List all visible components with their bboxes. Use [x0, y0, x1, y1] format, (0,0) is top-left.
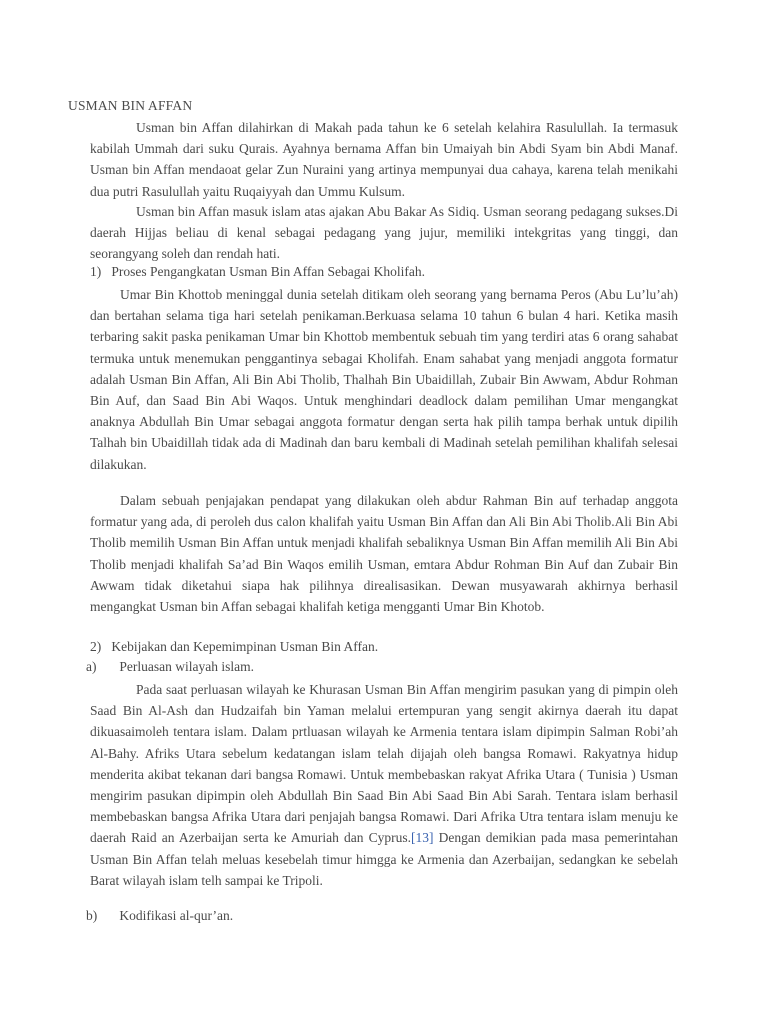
subsection-a-text-part-2: Dengan demikian pada masa pemerintahan Usman Bin Affan telah meluas kesebelah timur himgga ke Armenia dan Azerbaijan, sedangkan ke sebelah Barat wilayah islam telh sampai ke Tripoli. — [90, 830, 678, 888]
section-2-heading — [90, 637, 378, 657]
intro-paragraph-1: Usman bin Affan dilahirkan di Makah pada tahun ke 6 setelah kelahira Rasulullah. Ia termasuk kabilah Ummah dari suku Qurais. Ayahnya bernama Affan bin Umaiyah bin Abdi Syam bin Abdi Manaf. Usman bin Affan mendaoat gelar Zun Nuraini yang artinya mempunyai dua cahaya, karena telah menikahi dua putri Rasulullah yaitu Ruqaiyyah dan Ummu Kulsum. — [90, 120, 678, 199]
subsection-b-title: Kodifikasi al-qur’an. — [119, 908, 234, 923]
section-1-number: 1) — [90, 264, 102, 279]
subsection-b-letter: b) — [86, 908, 98, 923]
subsection-a-heading — [86, 657, 254, 677]
subsection-a-text-part-1: Pada saat perluasan wilayah ke Khurasan Usman Bin Affan mengirim pasukan yang di pimpin oleh Saad Bin Al-Ash dan Hudzaifah bin Yaman melalui ertempuran yang sengit akirnya daerah itu dapat dikuasaimoleh tentara islam. Dalam prtluasan wilayah ke Armenia tentara islam dipimpin Salman Robi’ah Al-Bahy. Afriks Utara sebelum kedatangan islam telah dijajah oleh bangsa Romawi. Rakyatnya hidup menderita akibat tekanan dari bangsa Romawi. Untuk membebaskan rakyat Afrika Utara ( Tunisia ) Usman mengirim pasukan dipimpin oleh Abdullah Bin Saad Bin Abi Saad Bin Abi Sarah. Tentara islam berhasil membebaskan bangsa Afrika Utara dari penjajah bangsa Romawi. Dari Afrika Utra tentara islam menuju ke daerah Raid an Azerbaijan serta ke Amuriah dan Cyprus. — [90, 682, 678, 846]
citation-link[interactable]: [13] — [410, 830, 434, 846]
intro-paragraph-2: Usman bin Affan masuk islam atas ajakan Abu Bakar As Sidiq. Usman seorang pedagang sukses.Di daerah Hijjas beliau di kenal sebagai pedagang yang jujur, memiliki intekgritas yang tinggi, dan seorangyang soleh dan rendah hati. — [90, 204, 678, 262]
subsection-a-letter: a) — [86, 659, 97, 674]
subsection-a-title: Perluasan wilayah islam. — [119, 659, 254, 674]
subsection-a-paragraph — [90, 679, 678, 891]
section-1-title: Proses Pengangkatan Usman Bin Affan Sebagai Kholifah. — [111, 264, 425, 279]
section-1-paragraph-1: Umar Bin Khottob meninggal dunia setelah ditikam oleh seorang yang bernama Peros (Abu Lu’lu’ah) dan bertahan selama tiga hari setelah penikaman.Berkuasa selama 10 tahun 6 bulan 4 hari. Ketika masih terbaring sakit paska penikaman Umar bin Khottob membentuk sebuah tim yang terdiri atas 6 orang sahabat termuka untuk menemukan penggantinya sebagai Kholifah. Enam sahabat yang menjadi anggota formatur adalah Usman Bin Affan, Ali Bin Abi Tholib, Thalhah Bin Ubaidillah, Zubair Bin Awwam, Abdur Rohman Bin Auf, dan Saad Bin Abi Waqos. Untuk menghindari deadlock dalam pemilihan Umar mengangkat anaknya Abdullah Bin Umar sebagai anggota formatur dengan serta hak pilih tampa berhak untuk dipilih Talhah bin Ubaidillah tidak ada di Madinah dan baru kembali di Madinah setelah pemilihan khalifah selesai dilakukan. — [90, 287, 678, 472]
section-2-title: Kebijakan dan Kepemimpinan Usman Bin Affan. — [111, 639, 379, 654]
subsection-b-heading — [86, 906, 233, 926]
section-2-number: 2) — [90, 639, 102, 654]
section-1-paragraph-2: Dalam sebuah penjajakan pendapat yang dilakukan oleh abdur Rahman Bin auf terhadap anggota formatur yang ada, di peroleh dus calon khalifah yaitu Usman Bin Affan dan Ali Bin Abi Tholib.Ali Bin Abi Tholib memilih Usman Bin Affan untuk menjadi khalifah sebaliknya Usman Bin Affan memilih Ali Bin Abi Tholib menjadi khalifah Sa’ad Bin Waqos emilih Usman, emtara Abdur Rohman Bin Auf dan Zubair Bin Awwam tidak diketahui siapa hak pilihnya direalisasikan. Dewan musyawarah akhirnya berhasil mengangkat Usman bin Affan sebagai khalifah ketiga mengganti Umar Bin Khotob. — [90, 493, 678, 615]
document-title: USMAN BIN AFFAN — [68, 98, 193, 113]
section-1-heading — [90, 262, 425, 282]
